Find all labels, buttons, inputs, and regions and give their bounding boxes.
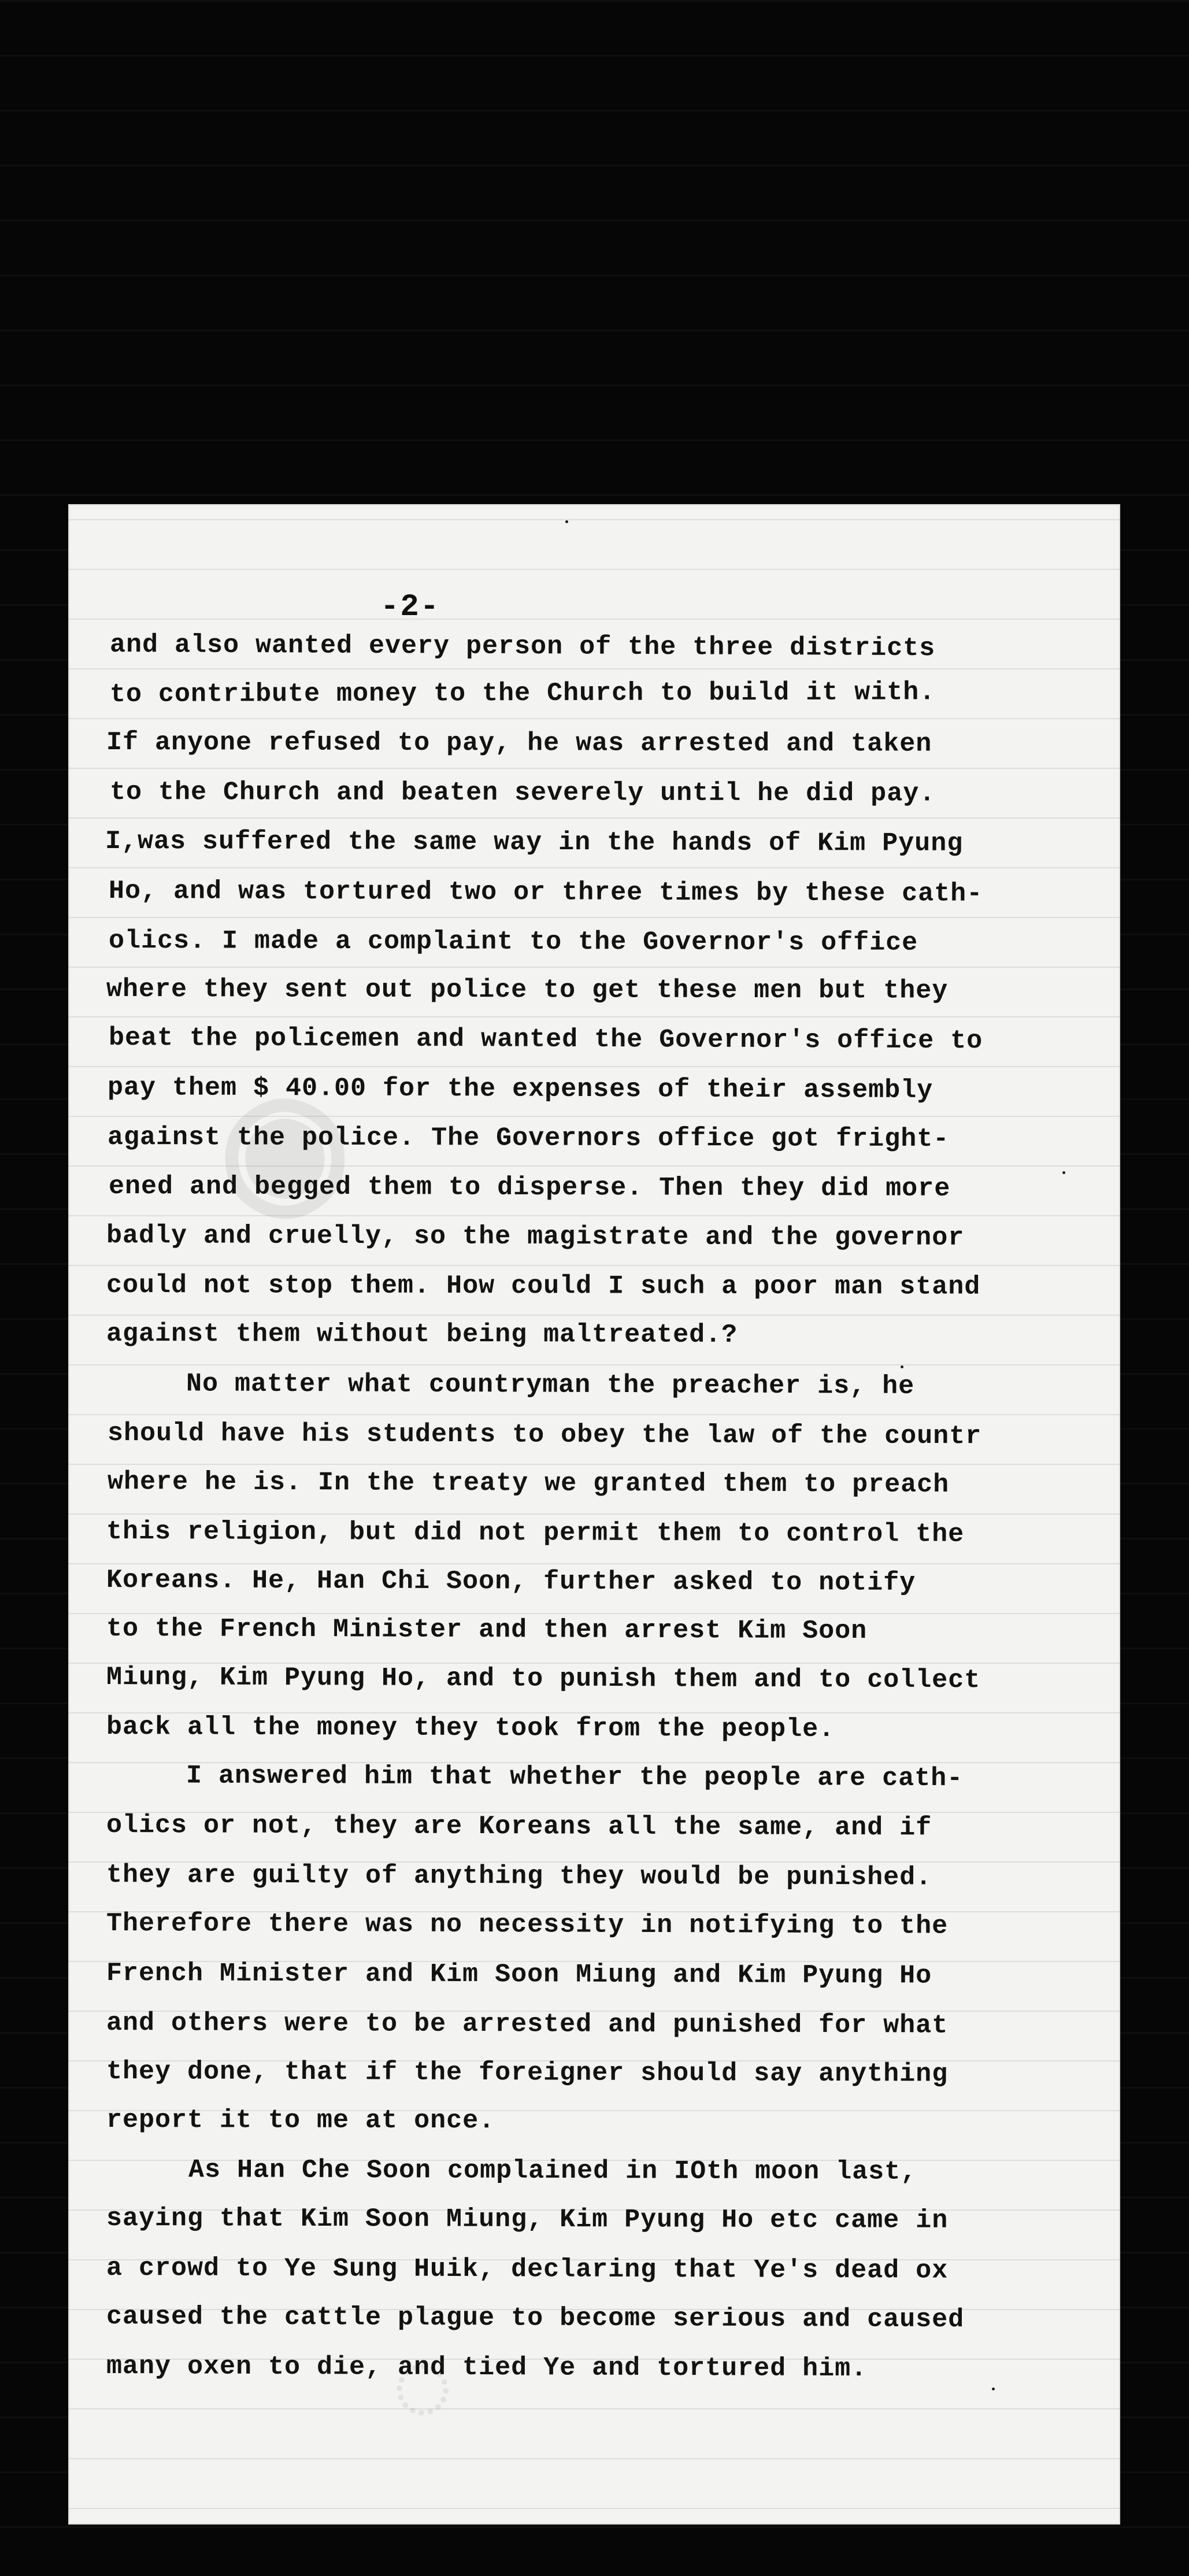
text-line: could not stop them. How could I such a poor man stand (106, 1271, 981, 1302)
scan-line-artifact (0, 1043, 1189, 1045)
text-line: against the police. The Governors office got fright- (107, 1123, 950, 1154)
scan-line-artifact (0, 2142, 1189, 2144)
text-line: they done, that if the foreigner should say anything (106, 2057, 949, 2089)
text-line: saying that Kim Soon Miung, Kim Pyung Ho etc came in (106, 2204, 949, 2236)
text-line: to the French Minister and then arrest Kim Soon (106, 1614, 868, 1646)
scan-line-artifact (0, 1538, 1189, 1539)
scan-line-artifact (0, 1263, 1189, 1265)
scan-line-artifact (0, 2362, 1189, 2363)
scan-line-artifact (0, 659, 1189, 661)
text-line: should have his students to obey the law of the countr (107, 1419, 982, 1452)
text-line: to contribute money to the Church to build it with. (109, 678, 936, 709)
scan-line-artifact (0, 494, 1189, 496)
scan-line-artifact (0, 1702, 1189, 1704)
scan-line-artifact (0, 1428, 1189, 1430)
scan-line-artifact (0, 604, 1189, 606)
scan-line-artifact (0, 1318, 1189, 1320)
scan-line-artifact (0, 769, 1189, 771)
text-line: where he is. In the treaty we granted them to preach (107, 1467, 950, 1500)
text-line: French Minister and Kim Soon Miung and Kim Pyung Ho (106, 1959, 932, 1991)
scan-line-artifact (0, 2471, 1189, 2473)
scan-line-artifact (0, 549, 1189, 551)
faded-stamp-mark: ◌ (388, 2326, 457, 2444)
text-line: where they sent out police to get these men but they (106, 975, 949, 1006)
scan-line-artifact (0, 439, 1189, 441)
scan-line-artifact (0, 0, 1189, 2)
scan-line-artifact (0, 2416, 1189, 2418)
ink-speck (901, 1365, 903, 1368)
scan-line-artifact (0, 1098, 1189, 1100)
scan-line-artifact (0, 934, 1189, 935)
scan-line-artifact (0, 1208, 1189, 1210)
text-line: a crowd to Ye Sung Huik, declaring that Ye's dead ox (106, 2253, 949, 2286)
text-line: If anyone refused to pay, he was arrested and taken (106, 728, 932, 759)
text-line: badly and cruelly, so the magistrate and the governor (106, 1221, 965, 1253)
ink-speck (1062, 1171, 1065, 1174)
text-line: they are guilty of anything they would be punished. (106, 1860, 932, 1893)
text-line: caused the cattle plague to become serious and caused (106, 2302, 965, 2335)
text-line: No matter what countryman the preacher is, he (121, 1369, 915, 1401)
scan-line-artifact (0, 1757, 1189, 1759)
text-line: Therefore there was no necessity in notifying to the (106, 1909, 949, 1941)
text-line: against them without being maltreated.? (106, 1319, 738, 1350)
scan-line-artifact (0, 55, 1189, 57)
ink-speck (565, 520, 568, 523)
text-line: report it to me at once. (106, 2105, 495, 2136)
text-line: this religion, but did not permit them to control the (106, 1517, 965, 1549)
text-line: to the Church and beaten severely until he did pay. (109, 778, 936, 809)
scan-line-artifact (0, 110, 1189, 112)
text-line: and others were to be arrested and punished for what (106, 2008, 949, 2041)
document-page (68, 504, 1120, 2525)
scan-line-artifact (0, 1373, 1189, 1375)
faded-stamp-mark: ◉ (213, 1060, 355, 1235)
scan-line-artifact (0, 384, 1189, 386)
ink-speck (992, 2388, 995, 2390)
scan-line-artifact (0, 2197, 1189, 2199)
scan-line-artifact (0, 1922, 1189, 1924)
scan-line-artifact (0, 275, 1189, 276)
scan-line-artifact (0, 2307, 1189, 2308)
text-line: Koreans. He, Han Chi Soon, further asked to notify (106, 1565, 916, 1598)
typed-text-body (68, 504, 1120, 2525)
scan-line-artifact (0, 1153, 1189, 1155)
scan-line-artifact (0, 989, 1189, 990)
scan-line-artifact (0, 714, 1189, 716)
text-line: beat the policemen and wanted the Governor's office to (108, 1023, 983, 1056)
text-line: olics. I made a complaint to the Governor's office (108, 926, 918, 958)
scan-line-artifact (0, 879, 1189, 880)
text-line: Ho, and was tortured two or three times by these cath- (108, 876, 983, 909)
text-line: ened and begged them to disperse. Then they did more (108, 1172, 951, 1204)
text-line: pay them $ 40.00 for the expenses of their assembly (107, 1073, 934, 1105)
scan-line-artifact (0, 165, 1189, 166)
scan-line-artifact (0, 2087, 1189, 2089)
text-line: many oxen to die, and tied Ye and tortured him. (106, 2352, 868, 2384)
text-line: back all the money they took from the people. (106, 1712, 835, 1744)
scan-line-artifact (0, 824, 1189, 826)
text-line: Miung, Kim Pyung Ho, and to punish them and to collect (106, 1663, 981, 1696)
page-number: -2- (380, 590, 440, 625)
text-line: olics or not, they are Koreans all the same, and if (106, 1811, 932, 1843)
scan-line-artifact (0, 330, 1189, 331)
text-line: As Han Che Soon complained in IOth moon last, (123, 2155, 917, 2187)
scan-line-artifact (0, 2526, 1189, 2528)
text-line: I answered him that whether the people are cath- (121, 1761, 964, 1794)
scan-line-artifact (0, 1593, 1189, 1594)
scan-line-artifact (0, 1648, 1189, 1649)
scan-line-artifact (0, 1977, 1189, 1979)
scan-line-artifact (0, 1812, 1189, 1814)
text-line: and also wanted every person of the three districts (109, 630, 936, 664)
scan-line-artifact (0, 220, 1189, 221)
scan-line-artifact (0, 2032, 1189, 2034)
scan-line-artifact (0, 2252, 1189, 2253)
text-line: I,was suffered the same way in the hands of Kim Pyung (105, 827, 964, 858)
scan-line-artifact (0, 1867, 1189, 1869)
scan-line-artifact (0, 1483, 1189, 1485)
